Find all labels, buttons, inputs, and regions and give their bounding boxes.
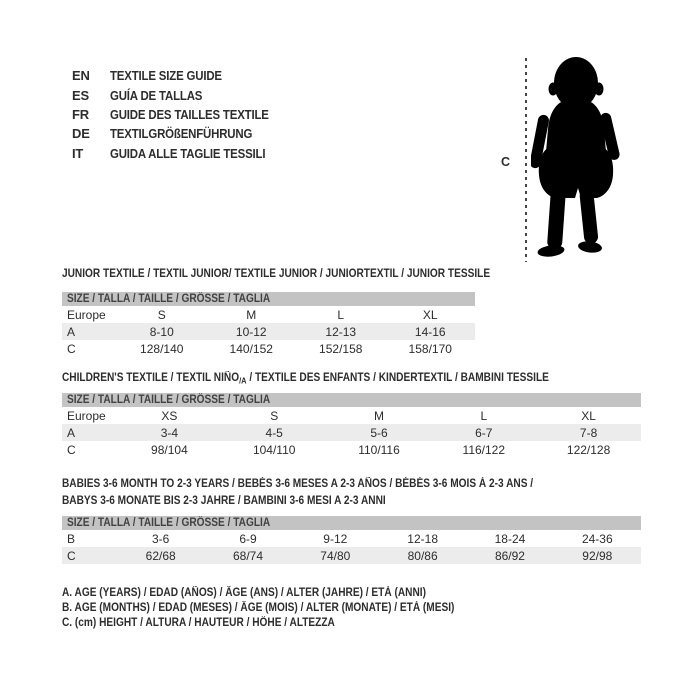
row-label: A <box>67 324 76 339</box>
babies-size-band <box>62 516 641 530</box>
language-code: FR <box>72 106 89 122</box>
legend-notes <box>62 586 508 632</box>
size-band-text: SIZE / TALLA / TAILLE / GRÖSSE / TAGLIA <box>67 394 271 406</box>
value-cell: 9-12 <box>323 531 348 546</box>
value-cell: 12-13 <box>325 324 357 339</box>
language-label: TEXTILE SIZE GUIDE <box>110 68 222 84</box>
value-cell: 5-6 <box>370 425 388 440</box>
value-cell: 98/104 <box>151 442 188 457</box>
value-cell: 116/122 <box>462 442 506 457</box>
children-section <box>62 372 641 458</box>
babies-section-heading-line2 <box>62 493 641 510</box>
table-row <box>62 340 475 357</box>
value-cell: 92/98 <box>582 548 613 563</box>
table-row <box>62 441 641 458</box>
value-cell: 24-36 <box>581 531 613 546</box>
row-label: C <box>67 442 76 457</box>
language-label: GUÍA DE TALLAS <box>110 87 203 103</box>
value-cell: 158/170 <box>408 341 452 356</box>
size-cell: S <box>270 408 279 423</box>
value-cell: 4-5 <box>265 425 283 440</box>
size-cell: XL <box>422 307 438 322</box>
junior-section-heading <box>62 268 491 280</box>
value-cell: 3-6 <box>151 531 170 546</box>
language-row <box>72 124 290 143</box>
junior-heading-text: JUNIOR TEXTILE / TEXTIL JUNIOR/ TEXTILE JUNIOR / JUNIORTEXTIL / JUNIOR TESSILE <box>62 268 491 280</box>
value-cell: 80/86 <box>407 548 438 563</box>
row-label: Europe <box>67 408 106 423</box>
height-measure-line <box>525 58 527 262</box>
language-row <box>72 66 290 85</box>
children-heading-post: / TEXTILE DES ENFANTS / KINDERTEXTIL / BAMBINI TESSILE <box>246 372 549 384</box>
children-heading-pre: CHILDREN'S TEXTILE / TEXTIL NIÑO <box>62 372 240 384</box>
value-cell: 12-18 <box>407 531 438 546</box>
size-cell: M <box>373 408 384 423</box>
size-cell: S <box>157 307 166 322</box>
note-c <box>62 616 508 631</box>
value-cell: 18-24 <box>494 531 526 546</box>
language-label: GUIDE DES TAILLES TEXTILE <box>110 106 269 122</box>
value-cell: 68/74 <box>232 548 263 563</box>
language-label: TEXTILGRÖßENFÜHRUNG <box>110 126 253 142</box>
value-cell: 10-12 <box>235 324 267 339</box>
babies-heading-text1: BABIES 3-6 MONTH TO 2-3 YEARS / BEBÉS 3-6 MESES A 2-3 AÑOS / BÉBÉS 3-6 MOIS À 2-3 ANS / <box>62 478 534 490</box>
babies-heading-text2: BABYS 3-6 MONATE BIS 2-3 JAHRE / BAMBINI 3-6 MESI A 2-3 ANNI <box>62 495 386 507</box>
size-cell: L <box>480 408 488 423</box>
babies-section <box>62 476 641 564</box>
language-code: ES <box>72 87 89 103</box>
note-a-text: A. AGE (YEARS) / EDAD (AÑOS) / ÂGE (ANS) / ALTER (JAHRE) / ETÀ (ANNI) <box>62 587 426 599</box>
children-size-band <box>62 393 641 407</box>
language-code: IT <box>72 145 84 161</box>
language-row <box>72 105 290 124</box>
size-cell: M <box>246 307 257 322</box>
baby-silhouette-icon <box>531 57 621 259</box>
language-row <box>72 85 290 104</box>
value-cell: 8-10 <box>149 324 174 339</box>
value-cell: 14-16 <box>414 324 446 339</box>
value-cell: 62/68 <box>145 548 176 563</box>
note-b-text: B. AGE (MONTHS) / EDAD (MESES) / ÂGE (MOIS) / ALTER (MONATE) / ETÀ (MESI) <box>62 602 455 615</box>
language-row <box>72 144 290 163</box>
value-cell: 104/110 <box>252 442 296 457</box>
row-label: Europe <box>67 307 106 322</box>
size-cell: L <box>337 307 345 322</box>
row-label: C <box>67 548 76 563</box>
size-band-text: SIZE / TALLA / TAILLE / GRÖSSE / TAGLIA <box>67 517 271 529</box>
table-row <box>62 424 641 441</box>
language-code: DE <box>72 126 90 142</box>
table-row <box>62 306 475 323</box>
language-label: GUIDA ALLE TAGLIE TESSILI <box>110 145 266 161</box>
value-cell: 128/140 <box>140 341 184 356</box>
value-cell: 6-7 <box>475 425 493 440</box>
babies-section-heading-line1 <box>62 476 641 493</box>
row-label: C <box>67 341 76 356</box>
table-row <box>62 407 641 424</box>
value-cell: 86/92 <box>494 548 525 563</box>
row-label: A <box>67 425 76 440</box>
children-heading-sub: /A <box>239 375 247 386</box>
children-section-heading <box>62 372 641 384</box>
table-row <box>62 547 641 564</box>
table-row <box>62 530 641 547</box>
note-b <box>62 601 508 616</box>
value-cell: 7-8 <box>579 425 598 440</box>
size-cell: XL <box>581 408 596 423</box>
value-cell: 3-4 <box>160 425 179 440</box>
language-title-list <box>72 66 290 163</box>
note-c-text: C. (cm) HEIGHT / ALTURA / HAUTEUR / HÖHE / ALTEZZA <box>62 617 335 630</box>
value-cell: 6-9 <box>239 531 257 546</box>
size-cell: XS <box>161 408 178 423</box>
value-cell: 122/128 <box>566 442 611 457</box>
language-code: EN <box>72 68 90 84</box>
value-cell: 140/152 <box>229 341 273 356</box>
value-cell: 110/116 <box>358 442 400 457</box>
junior-section <box>62 268 491 357</box>
size-band-text: SIZE / TALLA / TAILLE / GRÖSSE / TAGLIA <box>67 293 271 305</box>
note-a <box>62 586 508 601</box>
value-cell: 152/158 <box>319 341 363 356</box>
table-row <box>62 323 475 340</box>
height-measure-label: C <box>501 155 511 169</box>
row-label: B <box>67 531 76 546</box>
children-heading-text <box>62 372 549 387</box>
value-cell: 74/80 <box>320 548 351 563</box>
junior-size-band <box>62 292 475 306</box>
